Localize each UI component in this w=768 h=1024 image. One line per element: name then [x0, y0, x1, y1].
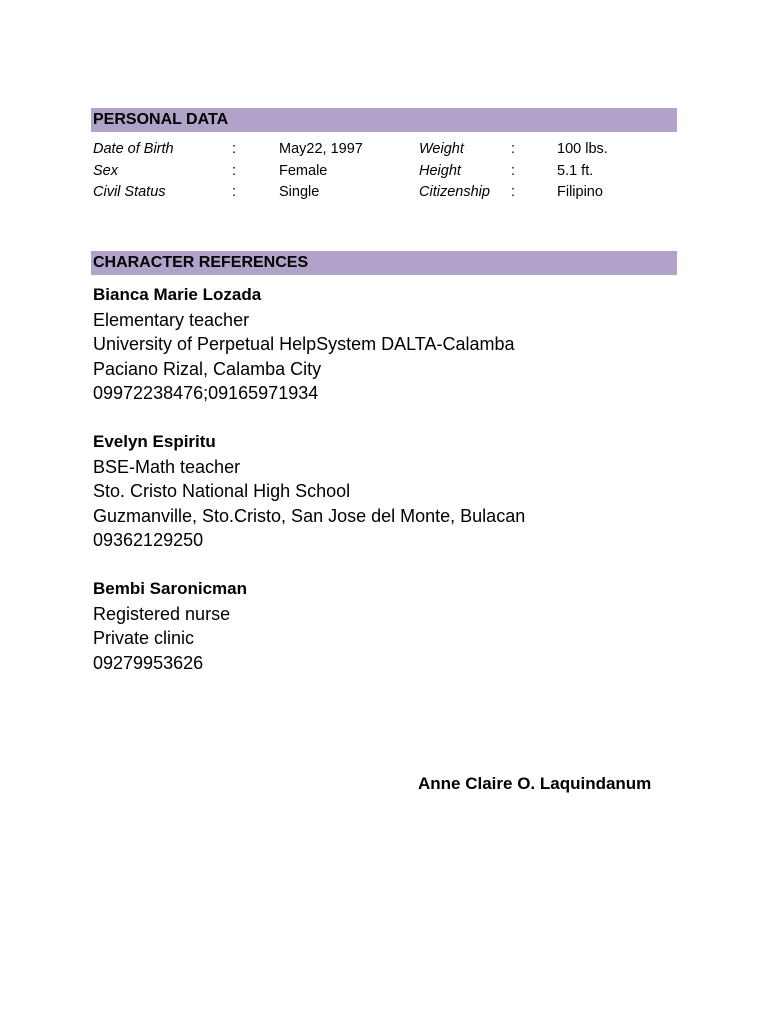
weight-label: Weight [419, 141, 464, 157]
colon: : [511, 163, 516, 179]
colon: : [511, 184, 516, 200]
sex-label: Sex [93, 163, 118, 179]
colon: : [511, 141, 516, 157]
reference-entry [93, 283, 693, 406]
character-references-title: CHARACTER REFERENCES [93, 254, 309, 271]
reference-contact: 09972238476;09165971934 [93, 383, 319, 403]
character-references-header [91, 251, 677, 275]
reference-name: Evelyn Espiritu [93, 432, 216, 451]
reference-organization: Sto. Cristo National High School [93, 481, 351, 501]
signature-name: Anne Claire O. Laquindanum [418, 774, 652, 793]
reference-name: Bianca Marie Lozada [93, 285, 262, 304]
reference-address: Paciano Rizal, Calamba City [93, 358, 322, 379]
sex-value: Female [279, 163, 328, 179]
personal-data-row [0, 182, 768, 203]
height-value: 5.1 ft. [557, 163, 594, 179]
reference-entry [93, 430, 693, 553]
personal-data-header [91, 108, 677, 132]
reference-occupation: Elementary teacher [93, 309, 250, 330]
colon: : [232, 184, 237, 200]
citizenship-value: Filipino [557, 184, 603, 200]
citizenship-label: Citizenship [419, 184, 490, 200]
colon: : [232, 163, 237, 179]
civil-status-label: Civil Status [93, 184, 166, 200]
reference-organization: University of Perpetual HelpSystem DALTA-Calamba [93, 334, 515, 354]
reference-address: Guzmanville, Sto.Cristo, San Jose del Monte, Bulacan [93, 505, 526, 526]
reference-occupation: Registered nurse [93, 603, 231, 624]
date-of-birth-label: Date of Birth [93, 141, 174, 157]
civil-status-value: Single [279, 184, 320, 200]
height-label: Height [419, 163, 461, 179]
personal-data-row [0, 139, 768, 160]
reference-organization: Private clinic [93, 628, 195, 648]
personal-data-row [0, 161, 768, 182]
reference-contact: 09362129250 [93, 530, 204, 550]
reference-entry [93, 577, 693, 675]
weight-value: 100 lbs. [557, 141, 608, 157]
date-of-birth-value: May22, 1997 [279, 141, 363, 157]
reference-name: Bembi Saronicman [93, 579, 247, 598]
colon: : [232, 141, 237, 157]
reference-contact: 09279953626 [93, 652, 204, 673]
personal-data-title: PERSONAL DATA [93, 111, 229, 128]
reference-occupation: BSE-Math teacher [93, 456, 241, 477]
